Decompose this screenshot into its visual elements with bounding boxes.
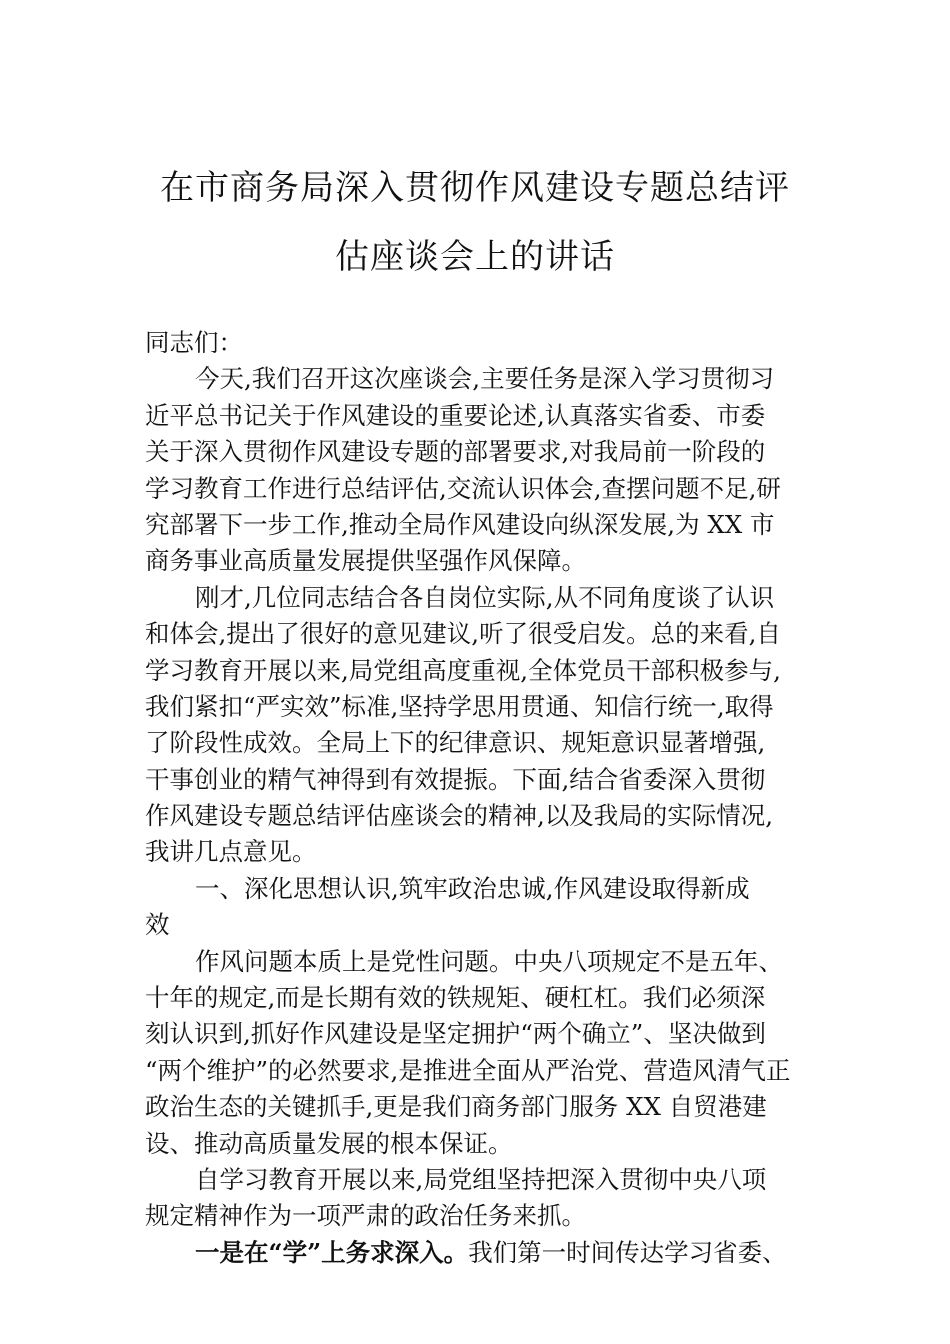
point-one-heading: 一是在“学”上务求深入。 — [195, 1237, 469, 1267]
body-line: 作风问题本质上是党性问题。中央八项规定不是五年、 — [195, 946, 783, 976]
body-line: 设、推动高质量发展的根本保证。 — [145, 1128, 513, 1158]
body-line: 近平总书记关于作风建设的重要论述,认真落实省委、市委 — [145, 400, 766, 430]
body-line: 关于深入贯彻作风建设专题的部署要求,对我局前一阶段的 — [145, 437, 766, 467]
body-line: 我讲几点意见。 — [145, 837, 317, 867]
document-title-line-2: 估座谈会上的讲话 — [335, 237, 615, 277]
body-line: 干事创业的精气神得到有效提振。下面,结合省委深入贯彻 — [145, 764, 766, 794]
body-line: 今天,我们召开这次座谈会,主要任务是深入学习贯彻习 — [195, 364, 775, 394]
section-heading-line: 效 — [145, 910, 170, 940]
body-line: 刻认识到,抓好作风建设是坚定拥护“两个确立”、坚决做到 — [145, 1019, 766, 1049]
body-line: 究部署下一步工作,推动全局作风建设向纵深发展,为 XX 市 — [145, 509, 775, 539]
point-one-text: 我们第一时间传达学习省委、 — [468, 1237, 787, 1267]
body-line: 作风建设专题总结评估座谈会的精神,以及我局的实际情况, — [145, 801, 774, 831]
body-line: 和体会,提出了很好的意见建议,听了很受启发。总的来看,自 — [145, 619, 781, 649]
body-line: 同志们： — [145, 328, 243, 357]
body-line: “两个维护”的必然要求,是推进全面从严治党、营造风清气正 — [145, 1055, 791, 1085]
document-body — [145, 325, 810, 1271]
body-line: 政治生态的关键抓手,更是我们商务部门服务 XX 自贸港建 — [145, 1092, 767, 1122]
body-line: 刚才,几位同志结合各自岗位实际,从不同角度谈了认识 — [195, 582, 775, 612]
body-line: 商务事业高质量发展提供坚强作风保障。 — [145, 546, 586, 576]
body-line: 自学习教育开展以来,局党组坚持把深入贯彻中央八项 — [195, 1164, 767, 1194]
body-line: 十年的规定,而是长期有效的铁规矩、硬杠杠。我们必须深 — [145, 983, 766, 1013]
document-title-line-1: 在市商务局深入贯彻作风建设专题总结评 — [160, 168, 790, 208]
section-heading-line: 一、深化思想认识,筑牢政治忠诚,作风建设取得新成 — [195, 873, 750, 903]
body-line: 学习教育开展以来,局党组高度重视,全体党员干部积极参与, — [145, 655, 781, 685]
body-line: 规定精神作为一项严肃的政治任务来抓。 — [145, 1201, 586, 1231]
body-line: 我们紧扣“严实效”标准,坚持学思用贯通、知信行统一,取得 — [145, 691, 774, 721]
body-line: 了阶段性成效。全局上下的纪律意识、规矩意识显著增强, — [145, 728, 766, 758]
body-line: 学习教育工作进行总结评估,交流认识体会,查摆问题不足,研 — [145, 473, 781, 503]
body-line-last — [145, 1235, 810, 1271]
